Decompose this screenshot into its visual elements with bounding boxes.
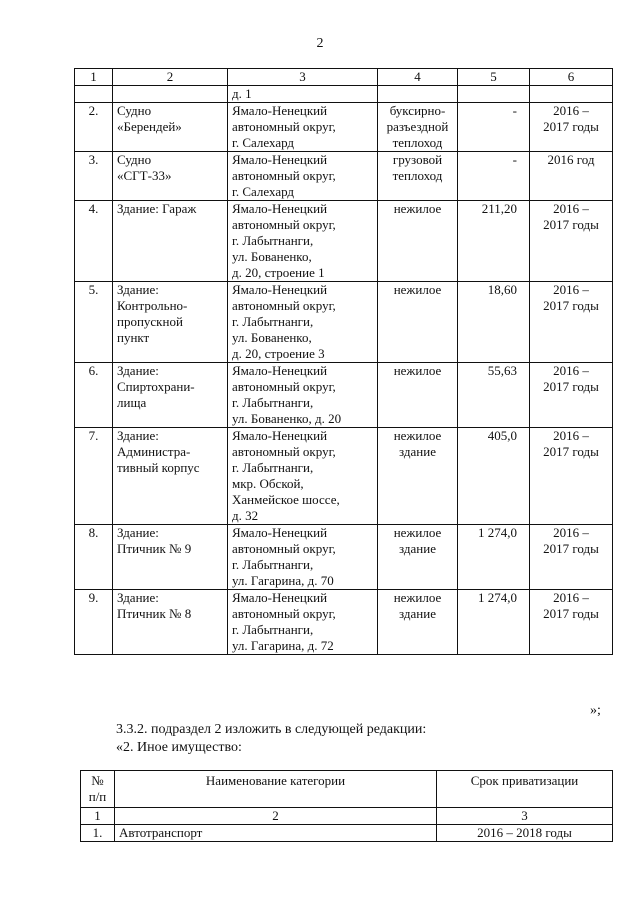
table-row <box>75 103 613 152</box>
name-cell <box>113 152 228 201</box>
term-cell <box>530 86 613 103</box>
cell-line: 2016 год <box>547 152 595 167</box>
cell-line: автономный округ, <box>232 606 336 621</box>
purpose-cell <box>378 201 458 282</box>
purpose-cell <box>378 282 458 363</box>
cell-line: Здание: <box>117 590 159 605</box>
table-numbers-row <box>81 808 613 825</box>
cell-line: здание <box>399 606 436 621</box>
purpose-cell <box>378 590 458 655</box>
cell-line: Здание: <box>117 525 159 540</box>
cell-line: Ямало-Ненецкий <box>232 525 328 540</box>
area-cell: 405,0 <box>458 428 530 525</box>
table-row <box>75 363 613 428</box>
cell-line: 2016 – <box>553 103 589 118</box>
cell-line: ул. Гагарина, д. 72 <box>232 638 334 653</box>
property-table <box>74 68 613 655</box>
address-cell <box>228 282 378 363</box>
cell-line: Ямало-Ненецкий <box>232 201 328 216</box>
address-cell <box>228 428 378 525</box>
row-number-cell: 8. <box>75 525 113 590</box>
address-cell <box>228 525 378 590</box>
purpose-cell <box>378 363 458 428</box>
cell-line: Ямало-Ненецкий <box>232 363 328 378</box>
row-number-cell: 3. <box>75 152 113 201</box>
cell-line: нежилое <box>393 282 442 297</box>
area-cell: 55,63 <box>458 363 530 428</box>
cell-line: Здание: Гараж <box>117 201 197 216</box>
cell-line: 2017 годы <box>543 444 599 459</box>
cell-line: теплоход <box>392 135 443 150</box>
cell-line: д. 20, строение 1 <box>232 265 325 280</box>
term-cell <box>530 103 613 152</box>
cell-line: Ямало-Ненецкий <box>232 282 328 297</box>
column-number-cell: 3 <box>437 808 613 825</box>
row-number-cell: 5. <box>75 282 113 363</box>
table-row <box>75 428 613 525</box>
term-cell <box>530 525 613 590</box>
header-cell: 6 <box>530 69 613 86</box>
cell-line: Ханмейское шоссе, <box>232 492 340 507</box>
cell-line: тивный корпус <box>117 460 200 475</box>
cell-line: Спиртохрани- <box>117 379 195 394</box>
cell-line: 2016 – <box>553 428 589 443</box>
table-row <box>75 590 613 655</box>
purpose-cell <box>378 86 458 103</box>
purpose-cell <box>378 152 458 201</box>
table-row <box>81 825 613 842</box>
cell-line: лища <box>117 395 147 410</box>
header-category-cell: Наименование категории <box>115 771 437 808</box>
name-cell <box>113 428 228 525</box>
cell-line: здание <box>399 541 436 556</box>
cell-line: Ямало-Ненецкий <box>232 428 328 443</box>
term-cell <box>530 152 613 201</box>
cell-line: Судно <box>117 152 152 167</box>
cell-line: д. 20, строение 3 <box>232 346 325 361</box>
term-cell <box>530 428 613 525</box>
row-number-cell: 4. <box>75 201 113 282</box>
term-cell <box>530 282 613 363</box>
cell-line: 2017 годы <box>543 379 599 394</box>
name-cell <box>113 282 228 363</box>
cell-line: нежилое <box>393 363 442 378</box>
cell-line: г. Салехард <box>232 184 295 199</box>
cell-line: г. Лабытнанги, <box>232 233 314 248</box>
name-cell <box>113 103 228 152</box>
cell-line: Администра- <box>117 444 191 459</box>
cell-line: ул. Гагарина, д. 70 <box>232 573 334 588</box>
name-cell <box>113 201 228 282</box>
row-number-cell: 7. <box>75 428 113 525</box>
cell-line: Ямало-Ненецкий <box>232 152 328 167</box>
address-cell <box>228 201 378 282</box>
cell-line: пункт <box>117 330 150 345</box>
paragraph-amendment: 3.3.2. подраздел 2 изложить в следующей редакции: <box>116 722 427 737</box>
address-cell <box>228 103 378 152</box>
cell-line: «СГТ-33» <box>117 168 172 183</box>
cell-line: автономный округ, <box>232 379 336 394</box>
area-cell: 211,20 <box>458 201 530 282</box>
term-cell <box>530 363 613 428</box>
area-cell: 1 274,0 <box>458 525 530 590</box>
name-cell <box>113 590 228 655</box>
name-cell <box>113 86 228 103</box>
term-cell <box>530 590 613 655</box>
cell-line: автономный округ, <box>232 298 336 313</box>
cell-line: ул. Бованенко, <box>232 330 312 345</box>
row-number-cell: 9. <box>75 590 113 655</box>
cell-line: здание <box>399 444 436 459</box>
purpose-cell <box>378 428 458 525</box>
column-number-cell: 1 <box>81 808 115 825</box>
name-cell <box>113 363 228 428</box>
cell-line: г. Лабытнанги, <box>232 557 314 572</box>
other-property-table <box>80 770 613 842</box>
area-cell: 1 274,0 <box>458 590 530 655</box>
cell-line: автономный округ, <box>232 541 336 556</box>
cell-line: Птичник № 8 <box>117 606 192 621</box>
address-cell <box>228 152 378 201</box>
cell-line: г. Лабытнанги, <box>232 395 314 410</box>
cell-line: автономный округ, <box>232 119 336 134</box>
row-number-cell: 6. <box>75 363 113 428</box>
purpose-cell <box>378 103 458 152</box>
cell-line: д. 1 <box>232 86 252 101</box>
cell-line: буксирно- <box>389 103 446 118</box>
table-row <box>75 282 613 363</box>
header-cell: 4 <box>378 69 458 86</box>
row-number-cell <box>75 86 113 103</box>
cell-line: Птичник № 9 <box>117 541 192 556</box>
table-row <box>75 152 613 201</box>
table-row <box>75 86 613 103</box>
header-cell: 2 <box>113 69 228 86</box>
cell-line: Ямало-Ненецкий <box>232 590 328 605</box>
table-row <box>75 525 613 590</box>
cell-line: нежилое <box>393 525 442 540</box>
term-cell: 2016 – 2018 годы <box>437 825 613 842</box>
cell-line: грузовой <box>392 152 443 167</box>
cell-line: 2016 – <box>553 201 589 216</box>
category-cell: Автотранспорт <box>115 825 437 842</box>
term-cell <box>530 201 613 282</box>
cell-line: 2017 годы <box>543 541 599 556</box>
cell-line: автономный округ, <box>232 444 336 459</box>
cell-line: Здание: <box>117 428 159 443</box>
header-number-cell: № п/п <box>81 771 115 808</box>
address-cell <box>228 590 378 655</box>
area-cell <box>458 86 530 103</box>
cell-line: д. 32 <box>232 508 259 523</box>
address-cell <box>228 363 378 428</box>
cell-line: 2016 – <box>553 590 589 605</box>
cell-line: автономный округ, <box>232 168 336 183</box>
cell-line: 2016 – <box>553 282 589 297</box>
cell-line: ул. Бованенко, <box>232 249 312 264</box>
cell-line: Здание: <box>117 282 159 297</box>
cell-line: Здание: <box>117 363 159 378</box>
table-header-row <box>81 771 613 808</box>
cell-line: ул. Бованенко, д. 20 <box>232 411 342 426</box>
cell-line: нежилое <box>393 590 442 605</box>
cell-line: 2017 годы <box>543 606 599 621</box>
area-cell: - <box>458 152 530 201</box>
cell-line: г. Лабытнанги, <box>232 622 314 637</box>
cell-line: пропускной <box>117 314 183 329</box>
area-cell: 18,60 <box>458 282 530 363</box>
cell-line: 2017 годы <box>543 119 599 134</box>
row-number-cell: 2. <box>75 103 113 152</box>
cell-line: Контрольно- <box>117 298 188 313</box>
name-cell <box>113 525 228 590</box>
cell-line: разъездной <box>386 119 449 134</box>
purpose-cell <box>378 525 458 590</box>
table-row <box>75 201 613 282</box>
cell-line: Ямало-Ненецкий <box>232 103 328 118</box>
cell-line: Судно <box>117 103 152 118</box>
cell-line: 2016 – <box>553 363 589 378</box>
cell-line: теплоход <box>392 168 443 183</box>
page-number: 2 <box>316 36 324 51</box>
cell-line: 2016 – <box>553 525 589 540</box>
paragraph-section-title: «2. Иное имущество: <box>116 740 242 755</box>
header-cell: 5 <box>458 69 530 86</box>
cell-line: 2017 годы <box>543 217 599 232</box>
column-number-cell: 2 <box>115 808 437 825</box>
cell-line: г. Лабытнанги, <box>232 314 314 329</box>
header-cell: 1 <box>75 69 113 86</box>
table-header-row <box>75 69 613 86</box>
cell-line: 2017 годы <box>543 298 599 313</box>
header-cell: 3 <box>228 69 378 86</box>
cell-line: «Берендей» <box>117 119 182 134</box>
cell-line: нежилое <box>393 428 442 443</box>
cell-line: мкр. Обской, <box>232 476 304 491</box>
cell-line: г. Салехард <box>232 135 295 150</box>
cell-line: нежилое <box>393 201 442 216</box>
cell-line: автономный округ, <box>232 217 336 232</box>
address-cell <box>228 86 378 103</box>
cell-line: г. Лабытнанги, <box>232 460 314 475</box>
area-cell: - <box>458 103 530 152</box>
row-number-cell: 1. <box>81 825 115 842</box>
header-term-cell: Срок приватизации <box>437 771 613 808</box>
closing-quote: »; <box>590 703 601 718</box>
